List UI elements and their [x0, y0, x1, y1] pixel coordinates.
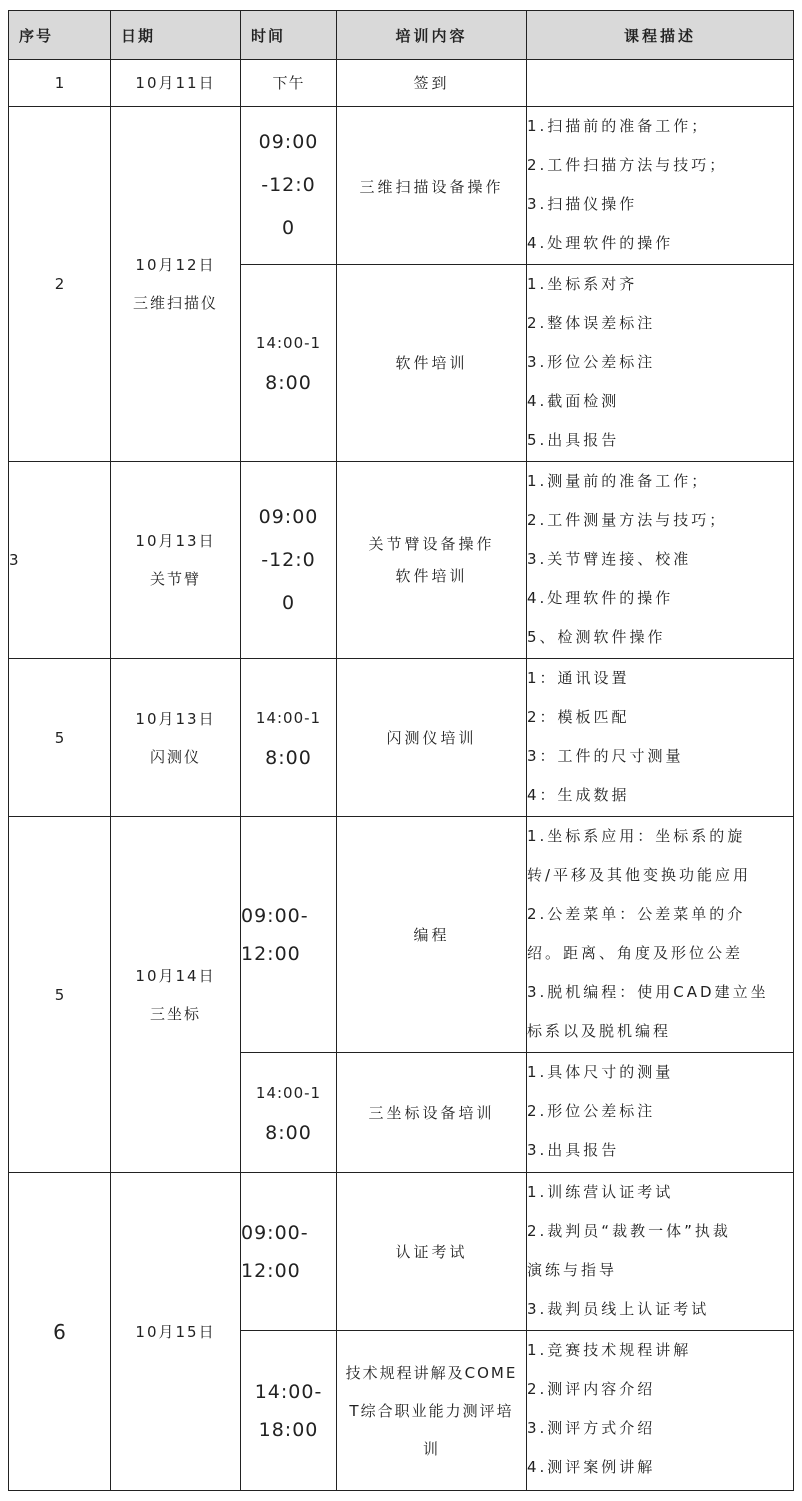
table-row: [9, 1173, 794, 1331]
time-cell: [241, 462, 337, 659]
desc-line: 4.测评案例讲解: [527, 1458, 656, 1476]
time-line: 8:00: [265, 1121, 312, 1144]
content-cell: [337, 817, 527, 1053]
content-line: 软件培训: [395, 354, 468, 372]
content-line: 关节臂设备操作: [368, 535, 495, 553]
desc-line: 1.扫描前的准备工作；: [527, 117, 710, 135]
date-line: 10月15日: [135, 1322, 216, 1341]
time-line: 8:00: [265, 746, 312, 769]
time-line: 09:00-: [241, 1221, 309, 1244]
time-line: -12:0: [261, 174, 316, 196]
seq-cell: 5: [9, 817, 111, 1173]
date-line: 10月12日: [135, 256, 216, 274]
time-cell: [241, 817, 337, 1053]
desc-line: 3.出具报告: [527, 1141, 620, 1159]
time-cell: [241, 1173, 337, 1331]
content-line: 编程: [413, 925, 450, 944]
desc-line: 2.工件测量方法与技巧；: [527, 511, 728, 529]
content-cell: [337, 1053, 527, 1173]
date-line: 10月11日: [135, 74, 216, 92]
desc-cell: [527, 659, 794, 817]
table-row: [9, 60, 794, 107]
time-cell: [241, 1331, 337, 1491]
content-cell: [337, 1331, 527, 1491]
desc-line: 2.公差菜单：公差菜单的介: [527, 905, 746, 923]
content-line: 闪测仪培训: [386, 728, 477, 747]
desc-line: 3.脱机编程：使用CAD建立坐: [527, 983, 769, 1001]
content-line: 签到: [413, 74, 450, 92]
content-cell: [337, 462, 527, 659]
time-cell: [241, 265, 337, 462]
time-cell: [241, 60, 337, 107]
desc-line: 绍。距离、角度及形位公差: [527, 944, 744, 962]
content-cell: [337, 60, 527, 107]
desc-cell: [527, 265, 794, 462]
desc-line: 1.测量前的准备工作；: [527, 472, 710, 490]
desc-line: 3：工件的尺寸测量: [527, 747, 684, 765]
header-date: 日期: [111, 11, 241, 60]
desc-line: 5、检测软件操作: [527, 628, 666, 646]
header-seq: 序号: [9, 11, 111, 60]
desc-line: 3.裁判员线上认证考试: [527, 1300, 710, 1318]
content-cell: [337, 107, 527, 265]
desc-line: 4：生成数据: [527, 786, 630, 804]
content-line: 软件培训: [395, 567, 468, 585]
header-time: 时间: [241, 11, 337, 60]
seq-cell: 2: [9, 107, 111, 462]
date-line: 10月13日: [135, 709, 216, 728]
time-line: -12:0: [261, 548, 316, 571]
desc-cell: [527, 817, 794, 1053]
time-cell: [241, 1053, 337, 1173]
date-cell: [111, 60, 241, 107]
header-desc: 课程描述: [527, 11, 794, 60]
desc-line: 1.竞赛技术规程讲解: [527, 1341, 692, 1359]
date-line: 10月13日: [135, 532, 216, 550]
time-cell: [241, 107, 337, 265]
desc-line: 3.扫描仪操作: [527, 195, 638, 213]
device-line: 三维扫描仪: [132, 294, 218, 312]
date-cell: [111, 659, 241, 817]
table-row: [9, 462, 794, 659]
seq-cell: 5: [9, 659, 111, 817]
desc-cell: [527, 1053, 794, 1173]
table-header-row: [9, 11, 794, 60]
time-line: 14:00-1: [255, 334, 322, 352]
desc-line: 4.截面检测: [527, 392, 620, 410]
date-cell: [111, 462, 241, 659]
device-line: 三坐标: [149, 1004, 201, 1023]
table-row: [9, 817, 794, 1053]
desc-line: 2.形位公差标注: [527, 1102, 656, 1120]
content-line: T综合职业能力测评培: [349, 1401, 514, 1420]
desc-cell: [527, 462, 794, 659]
seq-cell: 6: [9, 1173, 111, 1491]
desc-line: 4.处理软件的操作: [527, 234, 674, 252]
desc-line: 3.关节臂连接、校准: [527, 550, 692, 568]
seq-cell: 3: [9, 462, 111, 659]
table-row: [9, 107, 794, 265]
desc-line: 1.具体尺寸的测量: [527, 1063, 674, 1081]
time-line: 8:00: [265, 372, 312, 394]
table-row: [9, 659, 794, 817]
desc-cell: [527, 107, 794, 265]
time-line: 下午: [272, 74, 305, 92]
desc-line: 1.坐标系对齐: [527, 275, 638, 293]
time-line: 18:00: [258, 1418, 319, 1441]
desc-line: 4.处理软件的操作: [527, 589, 674, 607]
desc-cell: [527, 60, 794, 107]
time-line: 12:00: [241, 942, 301, 965]
date-cell: [111, 817, 241, 1173]
content-line: 技术规程讲解及COME: [345, 1363, 518, 1382]
content-line: 三维扫描设备操作: [359, 178, 504, 196]
desc-line: 5.出具报告: [527, 431, 620, 449]
desc-line: 2：模板匹配: [527, 708, 630, 726]
device-line: 闪测仪: [149, 747, 201, 766]
desc-line: 1：通讯设置: [527, 669, 630, 687]
date-line: 10月14日: [135, 966, 216, 985]
time-line: 14:00-1: [255, 708, 322, 727]
time-line: 0: [281, 591, 296, 614]
desc-cell: [527, 1331, 794, 1491]
content-line: 训: [422, 1439, 440, 1458]
time-line: 14:00-: [254, 1380, 323, 1403]
desc-line: 1.坐标系应用：坐标系的旋: [527, 827, 746, 845]
desc-cell: [527, 1173, 794, 1331]
desc-line: 转/平移及其他变换功能应用: [527, 866, 752, 884]
time-line: 09:00-: [241, 904, 309, 927]
desc-line: 2.测评内容介绍: [527, 1380, 656, 1398]
time-line: 14:00-1: [255, 1083, 322, 1102]
desc-line: 2.整体误差标注: [527, 314, 656, 332]
training-schedule-table: [8, 10, 794, 1491]
desc-line: 演练与指导: [527, 1261, 618, 1279]
desc-line: 2.工件扫描方法与技巧；: [527, 156, 728, 174]
device-line: 关节臂: [149, 570, 201, 588]
time-line: 0: [281, 217, 296, 239]
time-line: 12:00: [241, 1259, 301, 1282]
seq-cell: 1: [9, 60, 111, 107]
time-cell: [241, 659, 337, 817]
date-cell: [111, 107, 241, 462]
header-content: 培训内容: [337, 11, 527, 60]
desc-line: 3.测评方式介绍: [527, 1419, 656, 1437]
desc-line: 2.裁判员“裁教一体”执裁: [527, 1222, 731, 1240]
desc-line: 3.形位公差标注: [527, 353, 656, 371]
date-cell: [111, 1173, 241, 1491]
content-line: 三坐标设备培训: [368, 1103, 495, 1122]
content-line: 认证考试: [395, 1242, 468, 1261]
desc-line: 1.训练营认证考试: [527, 1183, 674, 1201]
content-cell: [337, 1173, 527, 1331]
time-line: 09:00: [258, 131, 319, 153]
time-line: 09:00: [258, 505, 319, 528]
content-cell: [337, 265, 527, 462]
content-cell: [337, 659, 527, 817]
desc-line: 标系以及脱机编程: [527, 1022, 672, 1040]
